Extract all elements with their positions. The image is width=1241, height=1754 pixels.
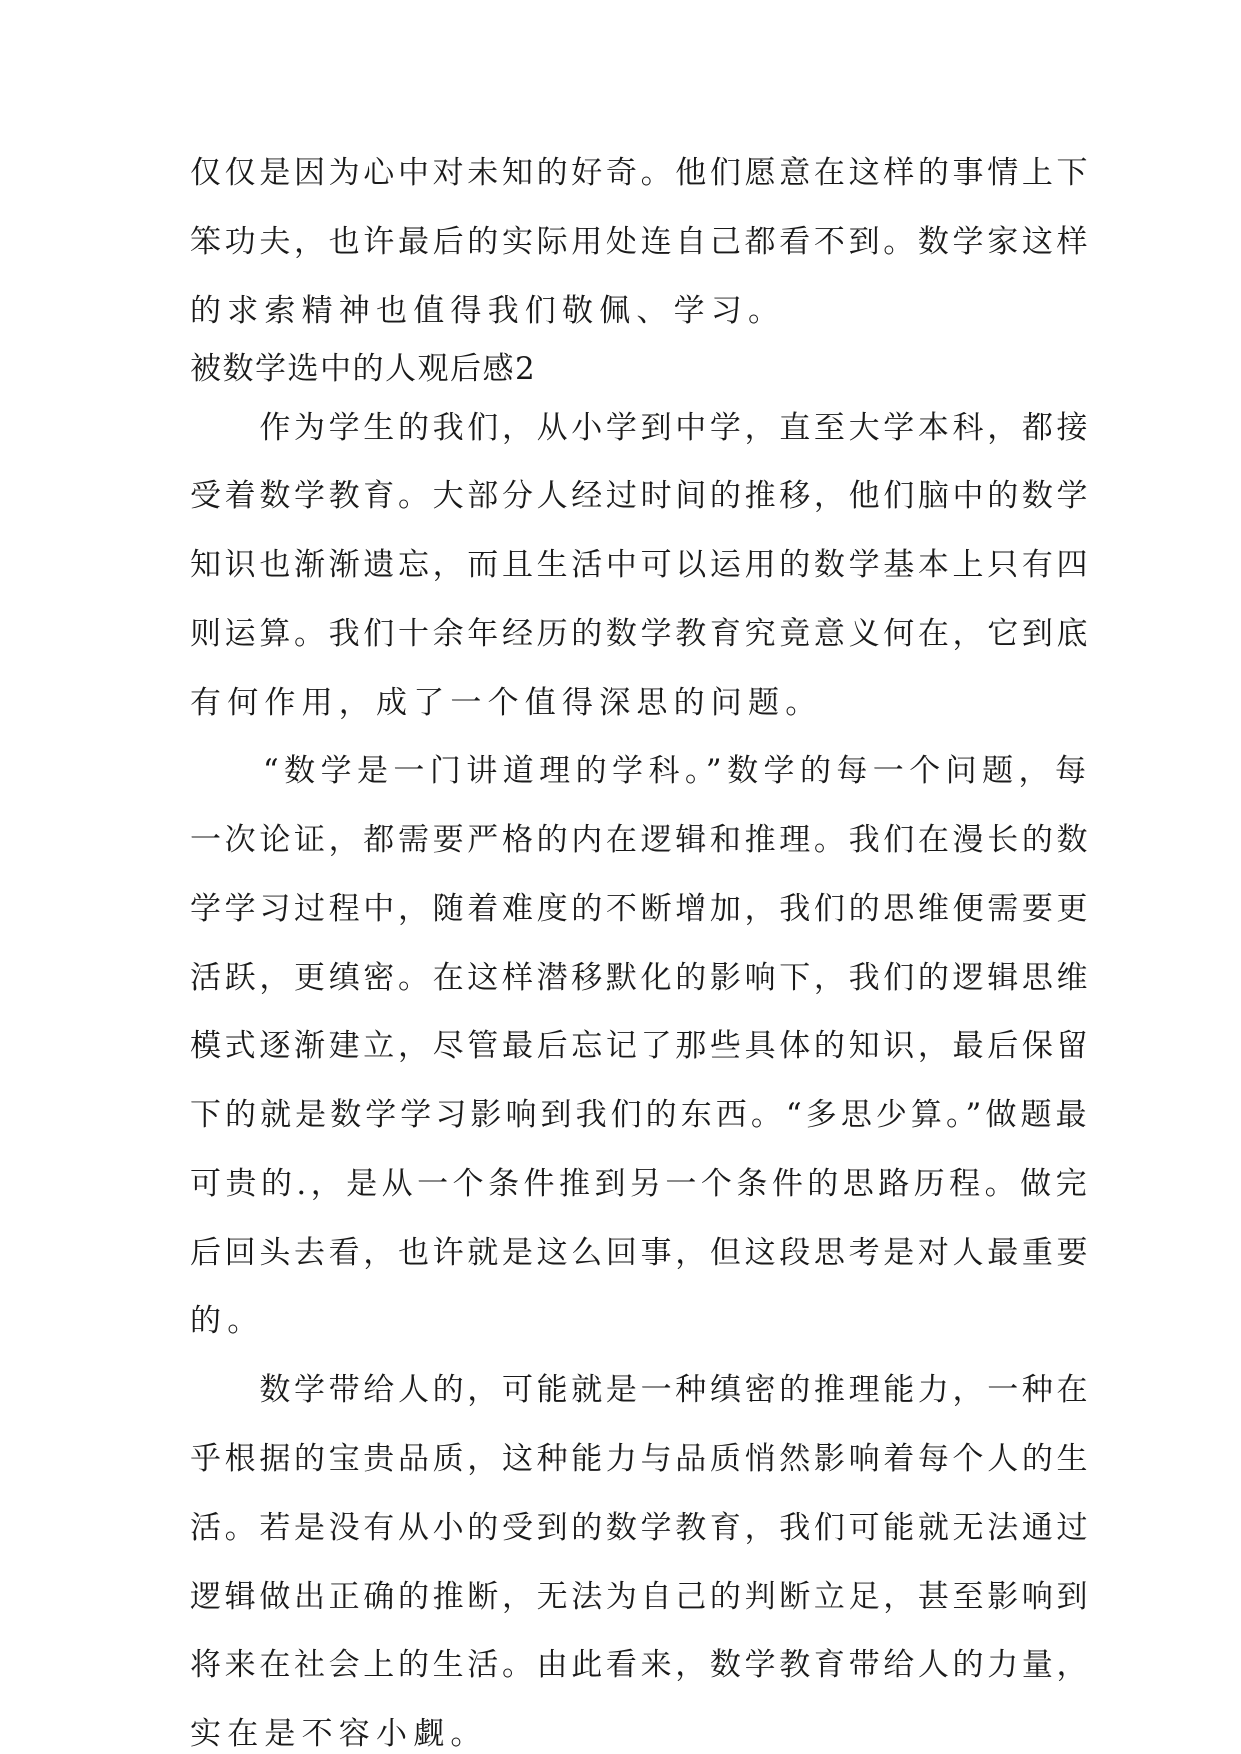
- body-text-line: 一次论证，都需要严格的内在逻辑和推理。我们在漫长的数: [190, 822, 1092, 858]
- body-text-line: 将来在社会上的生活。由此看来，数学教育带给人的力量，: [190, 1647, 1092, 1683]
- body-text-line: 活跃，更缜密。在这样潜移默化的影响下，我们的逻辑思维: [190, 960, 1092, 996]
- body-text-line: 下的就是数学学习影响到我们的东西。“多思少算。”做题最: [190, 1097, 1091, 1133]
- body-text-line: 仅仅是因为心中对未知的好奇。他们愿意在这样的事情上下: [190, 155, 1092, 191]
- body-text-line: “数学是一门讲道理的学科。”数学的每一个问题，每: [190, 753, 1092, 789]
- body-text-line: 可贵的.，是从一个条件推到另一个条件的思路历程。做完: [190, 1166, 1092, 1202]
- body-text-line: 则运算。我们十余年经历的数学教育究竟意义何在，它到底: [190, 616, 1092, 652]
- body-text-line: 学学习过程中，随着难度的不断增加，我们的思维便需要更: [190, 891, 1092, 927]
- body-text-line: 数学带给人的，可能就是一种缜密的推理能力，一种在: [190, 1372, 1092, 1408]
- body-text-line: 的。: [190, 1303, 265, 1339]
- section-title: 被数学选中的人观后感2: [190, 351, 537, 387]
- body-text-line: 笨功夫，也许最后的实际用处连自己都看不到。数学家这样: [190, 224, 1092, 260]
- body-text-line: 的求索精神也值得我们敬佩、学习。: [190, 293, 786, 329]
- body-text-line: 有何作用，成了一个值得深思的问题。: [190, 685, 823, 721]
- body-text-line: 活。若是没有从小的受到的数学教育，我们可能就无法通过: [190, 1510, 1092, 1546]
- body-text-line: 乎根据的宝贵品质，这种能力与品质悄然影响着每个人的生: [190, 1441, 1092, 1477]
- body-text-line: 后回头去看，也许就是这么回事，但这段思考是对人最重要: [190, 1235, 1092, 1271]
- body-text-line: 实在是不容小觑。: [190, 1716, 488, 1752]
- body-text-line: 作为学生的我们，从小学到中学，直至大学本科，都接: [190, 410, 1092, 446]
- body-text-line: 模式逐渐建立，尽管最后忘记了那些具体的知识，最后保留: [190, 1028, 1092, 1064]
- body-text-line: 知识也渐渐遗忘，而且生活中可以运用的数学基本上只有四: [190, 547, 1092, 583]
- body-text-line: 受着数学教育。大部分人经过时间的推移，他们脑中的数学: [190, 478, 1092, 514]
- body-text-line: 逻辑做出正确的推断，无法为自己的判断立足，甚至影响到: [190, 1579, 1092, 1615]
